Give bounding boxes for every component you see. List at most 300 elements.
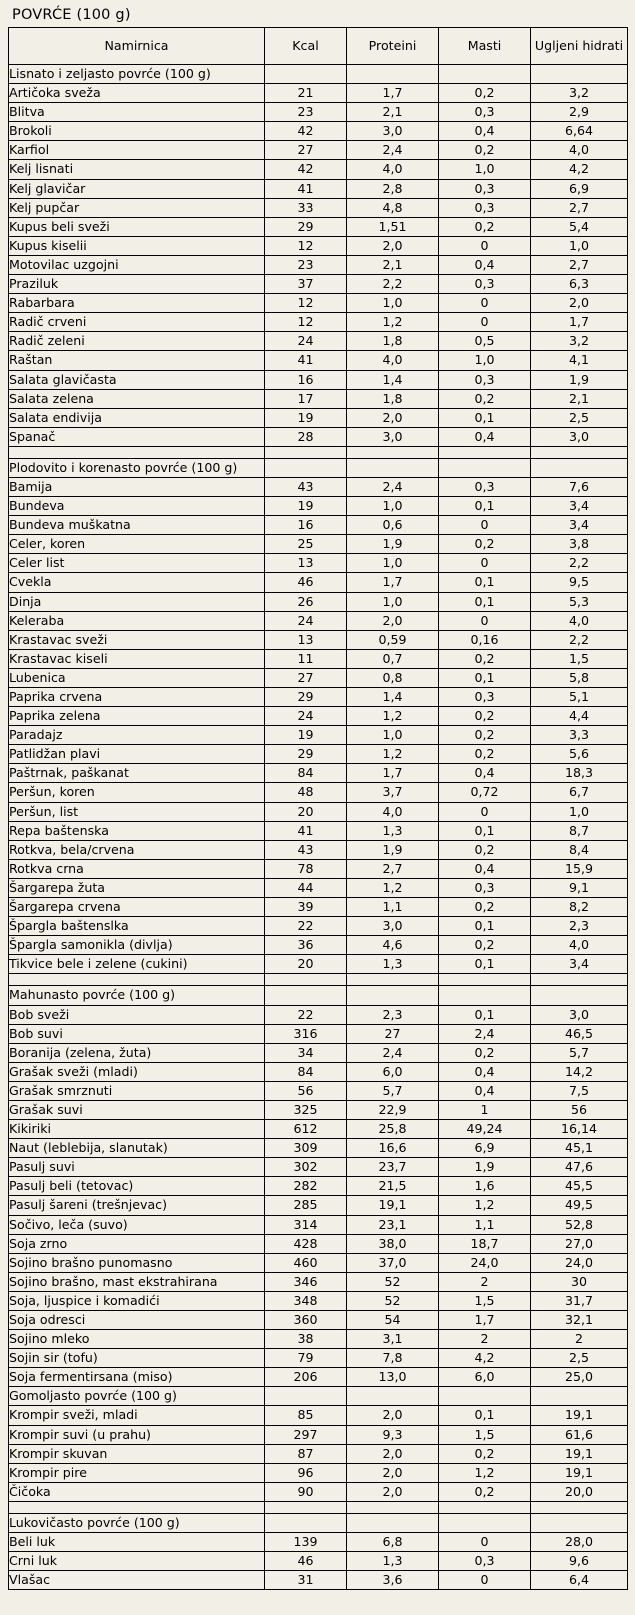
table-row [9,427,628,446]
cell-namirnica: Sojino brašno, mast ekstrahirana [9,1272,265,1291]
cell-proteini: 22,9 [347,1100,439,1119]
cell-kcal: 48 [265,783,347,802]
cell-masti: 1,6 [439,1177,531,1196]
cell-proteini: 0,7 [347,649,439,668]
table-row [9,84,628,103]
table-row [9,236,628,255]
cell-masti: 1,9 [439,1158,531,1177]
table-row [9,370,628,389]
cell-proteini: 27 [347,1024,439,1043]
cell-ugljeni-hidrati: 9,1 [531,878,628,897]
cell-namirnica: Karfiol [9,141,265,160]
cell-namirnica: Paprika zelena [9,707,265,726]
cell-namirnica: Crni luk [9,1552,265,1571]
cell-proteini: 1,0 [347,554,439,573]
table-body [9,65,628,1590]
cell-namirnica: Pasulj suvi [9,1158,265,1177]
cell-proteini: 38,0 [347,1234,439,1253]
cell-proteini: 2,0 [347,1444,439,1463]
cell-namirnica: Lubenica [9,668,265,687]
cell-masti: 1,2 [439,1463,531,1482]
table-row [9,1081,628,1100]
cell-ugljeni-hidrati: 31,7 [531,1291,628,1310]
cell-proteini: 3,0 [347,427,439,446]
cell-masti: 0,3 [439,275,531,294]
cell-kcal: 19 [265,497,347,516]
cell-masti: 1,0 [439,160,531,179]
cell-proteini: 1,4 [347,688,439,707]
table-row [9,1196,628,1215]
cell-namirnica: Soja, ljuspice i komadići [9,1291,265,1310]
cell-masti: 0,1 [439,821,531,840]
cell-ugljeni-hidrati: 32,1 [531,1311,628,1330]
cell-namirnica: Paštrnak, paškanat [9,764,265,783]
cell-proteini: 2,8 [347,179,439,198]
table-row [9,878,628,897]
cell-ugljeni-hidrati: 1,0 [531,802,628,821]
cell-kcal: 24 [265,332,347,351]
group-empty-cell [439,1387,531,1406]
cell-masti: 0,2 [439,936,531,955]
cell-masti: 0,1 [439,573,531,592]
cell-proteini: 2,0 [347,408,439,427]
cell-masti: 0,2 [439,1043,531,1062]
cell-namirnica: Salata glavičasta [9,370,265,389]
table-row [9,1444,628,1463]
table-row [9,1234,628,1253]
table-row [9,1139,628,1158]
cell-proteini: 1,2 [347,313,439,332]
cell-masti: 0,1 [439,955,531,974]
cell-kcal: 42 [265,122,347,141]
spacer-cell [265,1501,347,1513]
cell-proteini: 2,4 [347,477,439,496]
cell-kcal: 85 [265,1406,347,1425]
cell-kcal: 297 [265,1425,347,1444]
cell-kcal: 41 [265,179,347,198]
spacer-cell [265,974,347,986]
table-row [9,764,628,783]
cell-namirnica: Blitva [9,103,265,122]
cell-proteini: 1,3 [347,821,439,840]
cell-masti: 1,0 [439,351,531,370]
cell-proteini: 2,0 [347,236,439,255]
cell-ugljeni-hidrati: 9,6 [531,1552,628,1571]
cell-proteini: 3,7 [347,783,439,802]
cell-kcal: 13 [265,630,347,649]
cell-kcal: 33 [265,198,347,217]
cell-ugljeni-hidrati: 3,0 [531,427,628,446]
cell-masti: 49,24 [439,1120,531,1139]
cell-namirnica: Artičoka sveža [9,84,265,103]
cell-namirnica: Kelj pupčar [9,198,265,217]
cell-proteini: 4,8 [347,198,439,217]
cell-kcal: 19 [265,408,347,427]
cell-masti: 0,16 [439,630,531,649]
column-header-namirnica: Namirnica [9,28,265,65]
group-empty-cell [531,458,628,477]
cell-namirnica: Pasulj beli (tetovac) [9,1177,265,1196]
cell-kcal: 316 [265,1024,347,1043]
cell-proteini: 1,0 [347,497,439,516]
cell-masti: 0,2 [439,1444,531,1463]
cell-proteini: 2,1 [347,103,439,122]
cell-masti: 0,1 [439,917,531,936]
cell-kcal: 90 [265,1482,347,1501]
table-row [9,898,628,917]
cell-kcal: 346 [265,1272,347,1291]
cell-ugljeni-hidrati: 16,14 [531,1120,628,1139]
table-row [9,859,628,878]
cell-namirnica: Krastavac kiseli [9,649,265,668]
cell-proteini: 1,7 [347,764,439,783]
cell-kcal: 25 [265,535,347,554]
cell-kcal: 20 [265,955,347,974]
nutrition-table [8,27,628,1590]
cell-proteini: 4,0 [347,351,439,370]
cell-ugljeni-hidrati: 1,9 [531,370,628,389]
cell-masti: 0,72 [439,783,531,802]
cell-namirnica: Patlidžan plavi [9,745,265,764]
cell-masti: 0,2 [439,141,531,160]
group-empty-cell [347,1387,439,1406]
table-group-row [9,458,628,477]
table-row [9,1406,628,1425]
spacer-cell [531,446,628,458]
cell-masti: 0,2 [439,726,531,745]
cell-namirnica: Radič crveni [9,313,265,332]
cell-proteini: 1,1 [347,898,439,917]
cell-ugljeni-hidrati: 3,2 [531,84,628,103]
group-empty-cell [531,1513,628,1532]
table-row [9,255,628,274]
cell-ugljeni-hidrati: 2,7 [531,198,628,217]
cell-proteini: 52 [347,1272,439,1291]
table-row [9,955,628,974]
table-row [9,389,628,408]
cell-kcal: 29 [265,745,347,764]
cell-masti: 0,4 [439,859,531,878]
cell-masti: 6,9 [439,1139,531,1158]
cell-proteini: 1,51 [347,217,439,236]
cell-namirnica: Krastavac sveži [9,630,265,649]
cell-masti: 0,1 [439,668,531,687]
cell-masti: 0,4 [439,427,531,446]
cell-ugljeni-hidrati: 6,3 [531,275,628,294]
cell-ugljeni-hidrati: 2,5 [531,408,628,427]
cell-proteini: 6,0 [347,1062,439,1081]
table-spacer-row [9,1501,628,1513]
cell-masti: 18,7 [439,1234,531,1253]
group-label: Plodovito i korenasto povrće (100 g) [9,458,265,477]
table-group-row [9,65,628,84]
table-row [9,630,628,649]
cell-masti: 2 [439,1272,531,1291]
cell-masti: 0,4 [439,764,531,783]
cell-ugljeni-hidrati: 46,5 [531,1024,628,1043]
cell-kcal: 612 [265,1120,347,1139]
cell-ugljeni-hidrati: 45,1 [531,1139,628,1158]
table-header [9,28,628,65]
group-empty-cell [531,65,628,84]
spacer-cell [9,1501,265,1513]
spacer-cell [439,1501,531,1513]
cell-proteini: 3,1 [347,1330,439,1349]
cell-ugljeni-hidrati: 5,6 [531,745,628,764]
table-spacer-row [9,974,628,986]
cell-masti: 0,3 [439,198,531,217]
cell-masti: 0,4 [439,255,531,274]
cell-ugljeni-hidrati: 8,2 [531,898,628,917]
cell-kcal: 20 [265,802,347,821]
cell-masti: 0,2 [439,217,531,236]
cell-ugljeni-hidrati: 30 [531,1272,628,1291]
cell-kcal: 282 [265,1177,347,1196]
cell-namirnica: Grašak sveži (mladi) [9,1062,265,1081]
cell-proteini: 2,0 [347,1482,439,1501]
cell-kcal: 56 [265,1081,347,1100]
cell-ugljeni-hidrati: 6,4 [531,1571,628,1590]
cell-kcal: 84 [265,1062,347,1081]
cell-namirnica: Cvekla [9,573,265,592]
table-row [9,1158,628,1177]
table-header-row [9,28,628,65]
cell-proteini: 2,3 [347,1005,439,1024]
cell-kcal: 325 [265,1100,347,1119]
cell-namirnica: Kupus beli sveži [9,217,265,236]
table-group-row [9,1513,628,1532]
group-empty-cell [439,1513,531,1532]
group-empty-cell [439,986,531,1005]
cell-masti: 1 [439,1100,531,1119]
cell-proteini: 6,8 [347,1533,439,1552]
spacer-cell [9,446,265,458]
cell-proteini: 2,4 [347,141,439,160]
cell-masti: 0,1 [439,408,531,427]
cell-ugljeni-hidrati: 19,1 [531,1463,628,1482]
cell-masti: 0,3 [439,688,531,707]
cell-ugljeni-hidrati: 1,0 [531,236,628,255]
group-empty-cell [439,458,531,477]
cell-masti: 6,0 [439,1368,531,1387]
column-header-masti: Masti [439,28,531,65]
cell-kcal: 27 [265,141,347,160]
cell-masti: 0,3 [439,878,531,897]
cell-namirnica: Raštan [9,351,265,370]
cell-proteini: 52 [347,1291,439,1310]
cell-kcal: 24 [265,611,347,630]
cell-proteini: 2,0 [347,611,439,630]
cell-ugljeni-hidrati: 6,9 [531,179,628,198]
cell-namirnica: Špargla baštenslka [9,917,265,936]
cell-namirnica: Bob suvi [9,1024,265,1043]
cell-ugljeni-hidrati: 5,8 [531,668,628,687]
cell-ugljeni-hidrati: 2,0 [531,294,628,313]
table-row [9,477,628,496]
cell-masti: 0 [439,554,531,573]
cell-kcal: 79 [265,1349,347,1368]
table-row [9,217,628,236]
cell-proteini: 4,6 [347,936,439,955]
cell-masti: 0 [439,1533,531,1552]
cell-proteini: 25,8 [347,1120,439,1139]
cell-masti: 1,5 [439,1291,531,1310]
cell-masti: 0,4 [439,1081,531,1100]
cell-masti: 0,1 [439,497,531,516]
cell-masti: 0,2 [439,389,531,408]
group-empty-cell [439,65,531,84]
cell-kcal: 16 [265,370,347,389]
cell-ugljeni-hidrati: 52,8 [531,1215,628,1234]
cell-ugljeni-hidrati: 61,6 [531,1425,628,1444]
cell-ugljeni-hidrati: 4,1 [531,351,628,370]
cell-masti: 4,2 [439,1349,531,1368]
cell-namirnica: Sojino brašno punomasno [9,1253,265,1272]
cell-ugljeni-hidrati: 19,1 [531,1406,628,1425]
table-row [9,707,628,726]
table-row [9,592,628,611]
group-empty-cell [347,986,439,1005]
group-empty-cell [347,1513,439,1532]
table-row [9,275,628,294]
cell-masti: 0 [439,313,531,332]
cell-kcal: 348 [265,1291,347,1310]
cell-masti: 1,1 [439,1215,531,1234]
table-row [9,160,628,179]
cell-proteini: 21,5 [347,1177,439,1196]
table-row [9,179,628,198]
cell-masti: 1,5 [439,1425,531,1444]
table-row [9,1005,628,1024]
cell-namirnica: Boranija (zelena, žuta) [9,1043,265,1062]
cell-kcal: 24 [265,707,347,726]
table-row [9,668,628,687]
spacer-cell [439,974,531,986]
cell-kcal: 314 [265,1215,347,1234]
cell-ugljeni-hidrati: 8,7 [531,821,628,840]
cell-ugljeni-hidrati: 2,1 [531,389,628,408]
cell-masti: 0 [439,236,531,255]
cell-kcal: 23 [265,103,347,122]
cell-ugljeni-hidrati: 24,0 [531,1253,628,1272]
table-group-row [9,1387,628,1406]
cell-kcal: 19 [265,726,347,745]
group-empty-cell [265,1387,347,1406]
cell-ugljeni-hidrati: 19,1 [531,1444,628,1463]
cell-masti: 0,2 [439,707,531,726]
cell-ugljeni-hidrati: 8,4 [531,840,628,859]
cell-ugljeni-hidrati: 2 [531,1330,628,1349]
cell-ugljeni-hidrati: 2,7 [531,255,628,274]
cell-ugljeni-hidrati: 4,2 [531,160,628,179]
table-row [9,1349,628,1368]
cell-kcal: 12 [265,313,347,332]
cell-kcal: 22 [265,917,347,936]
cell-namirnica: Soja odresci [9,1311,265,1330]
cell-proteini: 0,59 [347,630,439,649]
cell-ugljeni-hidrati: 18,3 [531,764,628,783]
table-row [9,1100,628,1119]
cell-kcal: 17 [265,389,347,408]
cell-kcal: 31 [265,1571,347,1590]
cell-kcal: 139 [265,1533,347,1552]
cell-masti: 1,7 [439,1311,531,1330]
cell-proteini: 1,3 [347,1552,439,1571]
table-row [9,1272,628,1291]
cell-masti: 0,1 [439,1005,531,1024]
cell-ugljeni-hidrati: 7,5 [531,1081,628,1100]
table-row [9,688,628,707]
table-row [9,351,628,370]
cell-kcal: 84 [265,764,347,783]
cell-masti: 0 [439,611,531,630]
cell-kcal: 37 [265,275,347,294]
table-row [9,1463,628,1482]
cell-kcal: 21 [265,84,347,103]
cell-masti: 0,3 [439,179,531,198]
table-row [9,573,628,592]
cell-proteini: 1,7 [347,84,439,103]
cell-proteini: 1,8 [347,332,439,351]
cell-namirnica: Naut (leblebija, slanutak) [9,1139,265,1158]
group-empty-cell [531,986,628,1005]
cell-kcal: 22 [265,1005,347,1024]
cell-proteini: 19,1 [347,1196,439,1215]
table-row [9,141,628,160]
cell-kcal: 39 [265,898,347,917]
cell-namirnica: Bamija [9,477,265,496]
cell-masti: 2,4 [439,1024,531,1043]
cell-kcal: 41 [265,351,347,370]
cell-masti: 0 [439,802,531,821]
cell-masti: 0,1 [439,592,531,611]
spacer-cell [265,446,347,458]
cell-kcal: 285 [265,1196,347,1215]
cell-namirnica: Čičoka [9,1482,265,1501]
cell-namirnica: Rabarbara [9,294,265,313]
table-row [9,1330,628,1349]
cell-namirnica: Salata endivija [9,408,265,427]
table-row [9,1552,628,1571]
cell-ugljeni-hidrati: 20,0 [531,1482,628,1501]
cell-kcal: 27 [265,668,347,687]
cell-kcal: 44 [265,878,347,897]
cell-ugljeni-hidrati: 5,3 [531,592,628,611]
table-row [9,1533,628,1552]
cell-ugljeni-hidrati: 4,4 [531,707,628,726]
cell-kcal: 78 [265,859,347,878]
cell-proteini: 9,3 [347,1425,439,1444]
cell-masti: 0 [439,516,531,535]
cell-masti: 0,2 [439,649,531,668]
cell-kcal: 41 [265,821,347,840]
cell-proteini: 2,7 [347,859,439,878]
cell-masti: 0,2 [439,898,531,917]
group-label: Lisnato i zeljasto povrće (100 g) [9,65,265,84]
cell-ugljeni-hidrati: 2,3 [531,917,628,936]
cell-namirnica: Kelj glavičar [9,179,265,198]
cell-ugljeni-hidrati: 5,4 [531,217,628,236]
group-empty-cell [265,65,347,84]
group-label: Gomoljasto povrće (100 g) [9,1387,265,1406]
cell-kcal: 46 [265,573,347,592]
cell-namirnica: Grašak suvi [9,1100,265,1119]
cell-ugljeni-hidrati: 1,5 [531,649,628,668]
table-row [9,1368,628,1387]
cell-kcal: 28 [265,427,347,446]
table-row [9,1291,628,1310]
cell-kcal: 96 [265,1463,347,1482]
